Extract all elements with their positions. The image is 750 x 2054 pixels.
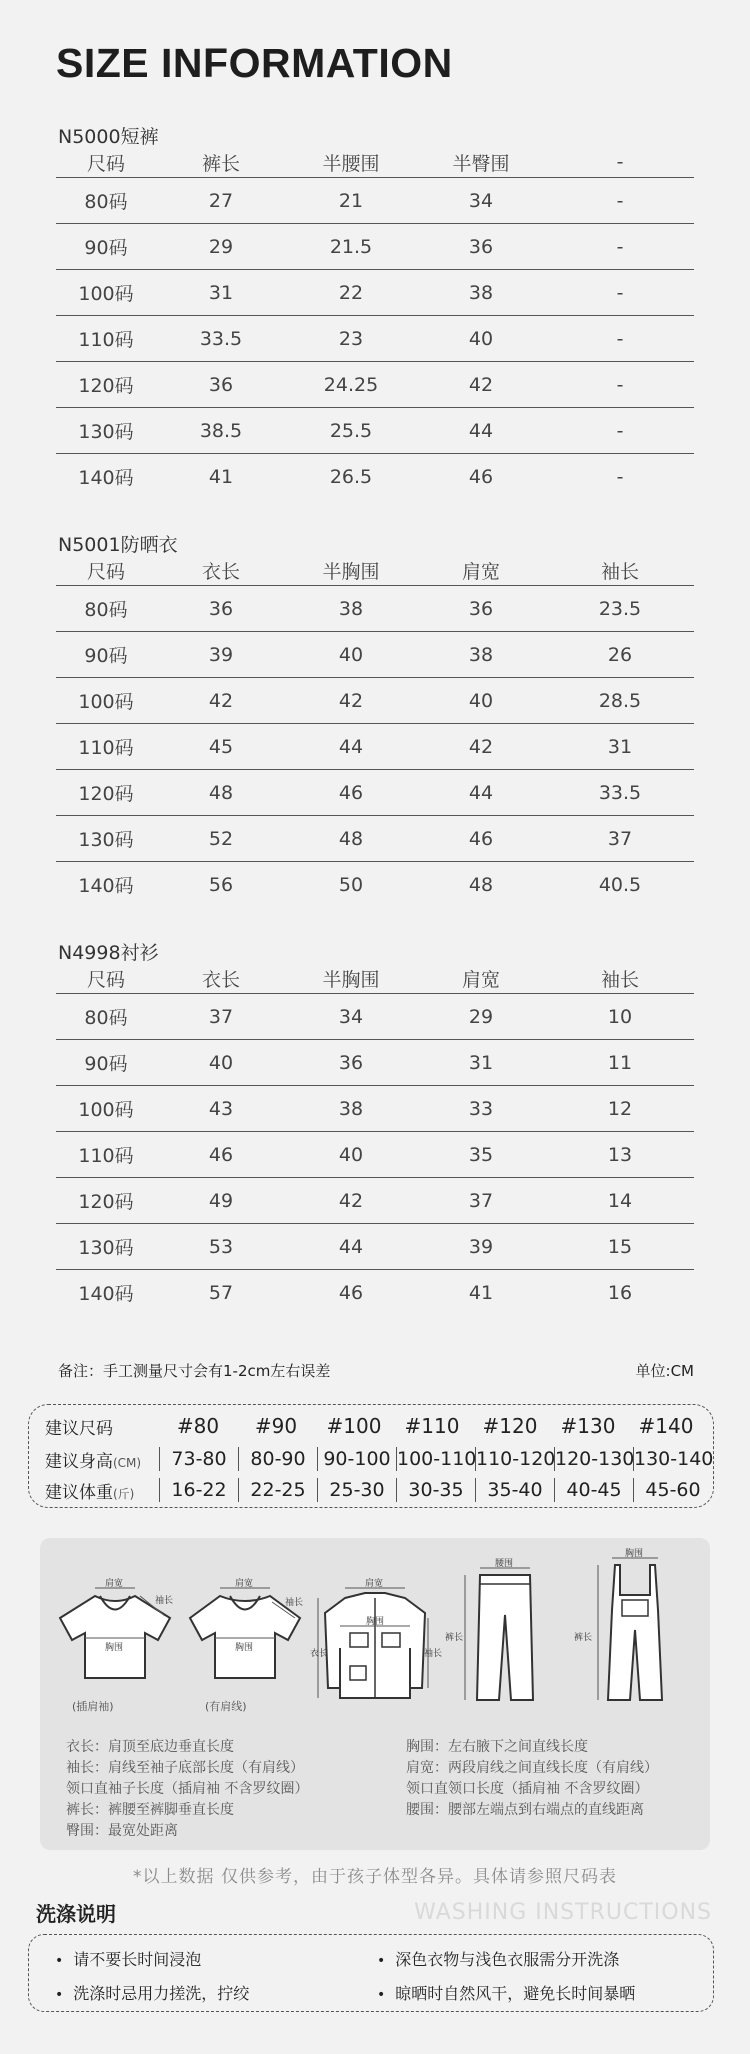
table-cell: -: [616, 189, 624, 212]
recommend-size-value: #80: [176, 1414, 220, 1438]
recommend-height-value: 110-120: [476, 1448, 556, 1470]
recommend-height-value: 90-100: [317, 1447, 396, 1471]
sleeve-label: 袖长: [285, 1598, 304, 1608]
height-row-label: [29, 1447, 159, 1472]
table-cell: 140码: [78, 875, 134, 897]
table-cell: 38: [338, 597, 364, 620]
shoulder-label: 肩宽: [235, 1579, 254, 1589]
table-cell: 110码: [78, 1145, 134, 1167]
table-cell: 42: [468, 735, 494, 758]
table-row: [56, 453, 694, 499]
table-row: [56, 677, 694, 723]
measurement-definition: 臀围：最宽处距离: [66, 1823, 178, 1839]
table-cell: 130码: [78, 1237, 134, 1259]
header-cell: 袖长: [600, 968, 639, 991]
table-cell: 40: [208, 1051, 234, 1074]
table-row: [56, 1039, 694, 1085]
recommend-weight-value: 45-60: [633, 1478, 712, 1502]
table-cell: 38.5: [199, 419, 243, 442]
table-cell: 23: [338, 327, 364, 350]
weight-row-label: [29, 1478, 159, 1503]
table-cell: 46: [468, 827, 494, 850]
table-cell: 29: [468, 1005, 494, 1028]
recommend-size-value: #100: [326, 1414, 382, 1438]
table-cell: 40.5: [598, 873, 642, 896]
header-cell: 袖长: [600, 560, 639, 583]
table-cell: 37: [607, 827, 633, 850]
washing-box: [28, 1934, 714, 2012]
size-row-label: 建议尺码: [45, 1418, 113, 1439]
size-table-n4998: [56, 941, 694, 1315]
table-cell: 26: [607, 643, 633, 666]
measurement-definition: 裤长：裤腰至裤脚垂直长度: [66, 1802, 234, 1818]
header-cell: 尺码: [86, 560, 125, 583]
table-cell: 24.25: [323, 373, 379, 396]
table-cell: 40: [468, 327, 494, 350]
washing-item: • 深色衣物与浅色衣服需分开洗涤: [377, 1947, 619, 1970]
table-row: [56, 1085, 694, 1131]
table-cell: 48: [338, 827, 364, 850]
raglan-tshirt-icon: [50, 1578, 180, 1688]
table-cell: 120码: [78, 1191, 134, 1213]
table-cell: 31: [468, 1051, 494, 1074]
recommend-size-row: [29, 1409, 713, 1443]
measurement-note: 备注：手工测量尺寸会有1-2cm左右误差: [58, 1362, 331, 1380]
table-row: [56, 407, 694, 453]
table-title: N5001防晒衣: [58, 534, 178, 556]
height-unit: (CM): [113, 1455, 142, 1470]
table-cell: 23.5: [598, 597, 642, 620]
table-cell: 46: [208, 1143, 234, 1166]
table-cell: 15: [607, 1235, 633, 1258]
table-cell: 100码: [78, 283, 134, 305]
pants-length-label: 裤长: [574, 1633, 593, 1643]
table-cell: 80码: [84, 599, 128, 621]
table-cell: 41: [468, 1281, 494, 1304]
table-cell: 130码: [78, 421, 134, 443]
table-cell: 36: [208, 597, 234, 620]
measurement-definition: 领口直袖子长度（插肩袖 不含罗纹圈）: [66, 1781, 309, 1797]
shoulder-line-caption: (有肩线): [205, 1700, 247, 1713]
washing-title-en: WASHING INSTRUCTIONS: [414, 1900, 712, 1925]
shoulder-label: 肩宽: [105, 1579, 124, 1589]
length-label: 衣长: [310, 1649, 329, 1659]
header-cell: 半胸围: [322, 560, 380, 583]
table-row: [56, 361, 694, 407]
table-cell: 46: [338, 1281, 364, 1304]
table-cell: -: [616, 281, 624, 304]
chest-label: 胸围: [235, 1643, 254, 1653]
table-cell: 130码: [78, 829, 134, 851]
table-cell: 41: [208, 465, 234, 488]
table-row: [56, 1223, 694, 1269]
table-cell: 40: [338, 1143, 364, 1166]
table-cell: 48: [208, 781, 234, 804]
table-row: [56, 1269, 694, 1315]
table-cell: 48: [468, 873, 494, 896]
measurement-definition: 腰围：腰部左端点到右端点的直线距离: [406, 1802, 644, 1818]
table-row: [56, 769, 694, 815]
recommend-size-value: #120: [482, 1414, 538, 1438]
table-cell: 53: [208, 1235, 234, 1258]
table-cell: 37: [468, 1189, 494, 1212]
table-cell: -: [616, 373, 624, 396]
recommend-size-value: #130: [560, 1414, 616, 1438]
table-title: N5000短裤: [58, 126, 159, 148]
table-cell: 12: [607, 1097, 633, 1120]
table-cell: -: [616, 465, 624, 488]
size-table-n5000: [56, 125, 694, 499]
table-cell: 42: [208, 689, 234, 712]
overalls-icon: [570, 1550, 700, 1710]
tshirt-icon: [180, 1578, 310, 1688]
table-cell: 90码: [84, 237, 128, 259]
table-cell: 46: [468, 465, 494, 488]
table-cell: 80码: [84, 191, 128, 213]
table-cell: 36: [208, 373, 234, 396]
header-cell: 尺码: [86, 968, 125, 991]
table-cell: 57: [208, 1281, 234, 1304]
table-cell: 31: [607, 735, 633, 758]
page-title: SIZE INFORMATION: [56, 40, 453, 86]
table-cell: 44: [338, 1235, 364, 1258]
recommend-weight-value: 40-45: [554, 1478, 633, 1502]
sleeve-label: 袖长: [155, 1596, 174, 1606]
table-cell: 42: [338, 689, 364, 712]
table-cell: 90码: [84, 1053, 128, 1075]
recommend-height-value: 100-110: [397, 1448, 477, 1470]
table-header: [56, 557, 694, 583]
recommend-height-row: [29, 1442, 713, 1476]
size-table-n5001: [56, 533, 694, 907]
table-cell: 40: [338, 643, 364, 666]
recommend-weight-value: 22-25: [238, 1478, 317, 1502]
table-cell: 21: [338, 189, 364, 212]
chest-label: 胸围: [625, 1549, 644, 1559]
measurement-diagram-panel: [40, 1538, 710, 1850]
table-cell: 40: [468, 689, 494, 712]
jacket-icon: [310, 1578, 443, 1708]
table-row: [56, 269, 694, 315]
table-cell: 21.5: [329, 235, 373, 258]
header-cell: 裤长: [201, 152, 240, 175]
table-cell: 38: [338, 1097, 364, 1120]
table-cell: 42: [468, 373, 494, 396]
weight-label-text: 建议体重: [45, 1482, 113, 1503]
washing-item: • 请不要长时间浸泡: [55, 1947, 201, 1970]
table-cell: -: [616, 235, 624, 258]
table-row: [56, 815, 694, 861]
recommend-height-value: 80-90: [238, 1447, 317, 1471]
table-cell: 31: [208, 281, 234, 304]
table-cell: 11: [607, 1051, 633, 1074]
recommend-weight-value: 35-40: [475, 1478, 554, 1502]
weight-unit: (斤): [113, 1486, 135, 1501]
table-cell: 100码: [78, 1099, 134, 1121]
table-cell: 33.5: [598, 781, 642, 804]
table-cell: 80码: [84, 1007, 128, 1029]
table-cell: 39: [468, 1235, 494, 1258]
table-cell: 100码: [78, 691, 134, 713]
table-cell: 13: [607, 1143, 633, 1166]
table-cell: 120码: [78, 375, 134, 397]
table-cell: 43: [208, 1097, 234, 1120]
header-cell: 衣长: [201, 560, 240, 583]
table-header: [56, 149, 694, 175]
chest-label: 胸围: [105, 1643, 124, 1653]
table-row: [56, 585, 694, 631]
table-cell: 44: [468, 781, 494, 804]
table-cell: 39: [208, 643, 234, 666]
washing-item: • 晾晒时自然风干，避免长时间暴晒: [377, 1981, 635, 2004]
header-cell: 半臀围: [452, 152, 510, 175]
table-row: [56, 861, 694, 907]
measurement-definition: 胸围：左右腋下之间直线长度: [406, 1739, 588, 1755]
table-cell: 110码: [78, 329, 134, 351]
table-cell: 36: [338, 1051, 364, 1074]
chest-label: 胸围: [366, 1617, 385, 1627]
recommend-weight-row: [29, 1473, 713, 1507]
table-row: [56, 315, 694, 361]
header-cell: -: [616, 151, 624, 173]
measurement-definition: 衣长：肩顶至底边垂直长度: [66, 1739, 234, 1755]
table-cell: 44: [338, 735, 364, 758]
table-cell: 22: [338, 281, 364, 304]
table-header: [56, 965, 694, 991]
table-cell: 42: [338, 1189, 364, 1212]
table-cell: 38: [468, 281, 494, 304]
measurement-definition: 领口直领口长度（插肩袖 不含罗纹圈）: [406, 1781, 649, 1797]
table-cell: 36: [468, 235, 494, 258]
measurement-definition: 袖长：肩线至袖子底部长度（有肩线）: [66, 1760, 304, 1776]
washing-title: 洗涤说明: [36, 1902, 116, 1926]
recommendation-box: [28, 1404, 714, 1508]
recommend-height-value: 130-140: [634, 1448, 714, 1470]
table-row: [56, 177, 694, 223]
measurement-definition: 肩宽：两段肩线之间直线长度（有肩线）: [406, 1760, 658, 1776]
header-cell: 半胸围: [322, 968, 380, 991]
table-cell: 45: [208, 735, 234, 758]
table-cell: 37: [208, 1005, 234, 1028]
table-row: [56, 993, 694, 1039]
pants-icon: [445, 1560, 565, 1710]
unit-label: 单位:CM: [635, 1362, 694, 1380]
recommend-weight-value: 30-35: [396, 1478, 475, 1502]
table-cell: 36: [468, 597, 494, 620]
recommend-weight-value: 25-30: [317, 1478, 396, 1502]
table-cell: 33: [468, 1097, 494, 1120]
table-cell: -: [616, 419, 624, 442]
table-cell: 52: [208, 827, 234, 850]
table-cell: 29: [208, 235, 234, 258]
table-cell: 56: [208, 873, 234, 896]
table-cell: 90码: [84, 645, 128, 667]
table-cell: 27: [208, 189, 234, 212]
table-cell: 120码: [78, 783, 134, 805]
table-cell: 50: [338, 873, 364, 896]
table-cell: 25.5: [329, 419, 373, 442]
raglan-caption: (插肩袖): [72, 1700, 114, 1713]
table-row: [56, 631, 694, 677]
table-cell: 33.5: [199, 327, 243, 350]
header-cell: 尺码: [86, 152, 125, 175]
table-cell: 110码: [78, 737, 134, 759]
table-row: [56, 1131, 694, 1177]
table-cell: 44: [468, 419, 494, 442]
table-cell: 34: [338, 1005, 364, 1028]
washing-item: • 洗涤时忌用力搓洗，拧绞: [55, 1981, 249, 2004]
table-title: N4998衬衫: [58, 942, 159, 964]
disclaimer-text: *以上数据 仅供参考，由于孩子体型各异。具体请参照尺码表: [133, 1867, 617, 1887]
table-cell: 10: [607, 1005, 633, 1028]
table-cell: 140码: [78, 1283, 134, 1305]
recommend-size-value: #90: [254, 1414, 298, 1438]
table-cell: -: [616, 327, 624, 350]
table-cell: 35: [468, 1143, 494, 1166]
height-label-text: 建议身高: [45, 1451, 113, 1472]
recommend-size-value: #110: [404, 1414, 460, 1438]
table-cell: 49: [208, 1189, 234, 1212]
waist-label: 腰围: [495, 1559, 514, 1569]
shoulder-label: 肩宽: [365, 1579, 384, 1589]
table-cell: 46: [338, 781, 364, 804]
table-row: [56, 223, 694, 269]
header-cell: 半腰围: [322, 152, 380, 175]
table-cell: 140码: [78, 467, 134, 489]
recommend-weight-value: 16-22: [159, 1478, 238, 1502]
table-cell: 14: [607, 1189, 633, 1212]
table-row: [56, 723, 694, 769]
table-row: [56, 1177, 694, 1223]
table-cell: 34: [468, 189, 494, 212]
header-cell: 肩宽: [461, 968, 500, 991]
header-cell: 肩宽: [461, 560, 500, 583]
table-cell: 28.5: [598, 689, 642, 712]
sleeve-label: 袖长: [424, 1649, 443, 1659]
table-cell: 26.5: [329, 465, 373, 488]
header-cell: 衣长: [201, 968, 240, 991]
pants-length-label: 裤长: [445, 1633, 464, 1643]
recommend-height-value: 73-80: [159, 1447, 238, 1471]
table-cell: 38: [468, 643, 494, 666]
table-cell: 16: [607, 1281, 633, 1304]
recommend-height-value: 120-130: [555, 1448, 635, 1470]
recommend-size-value: #140: [638, 1414, 694, 1438]
